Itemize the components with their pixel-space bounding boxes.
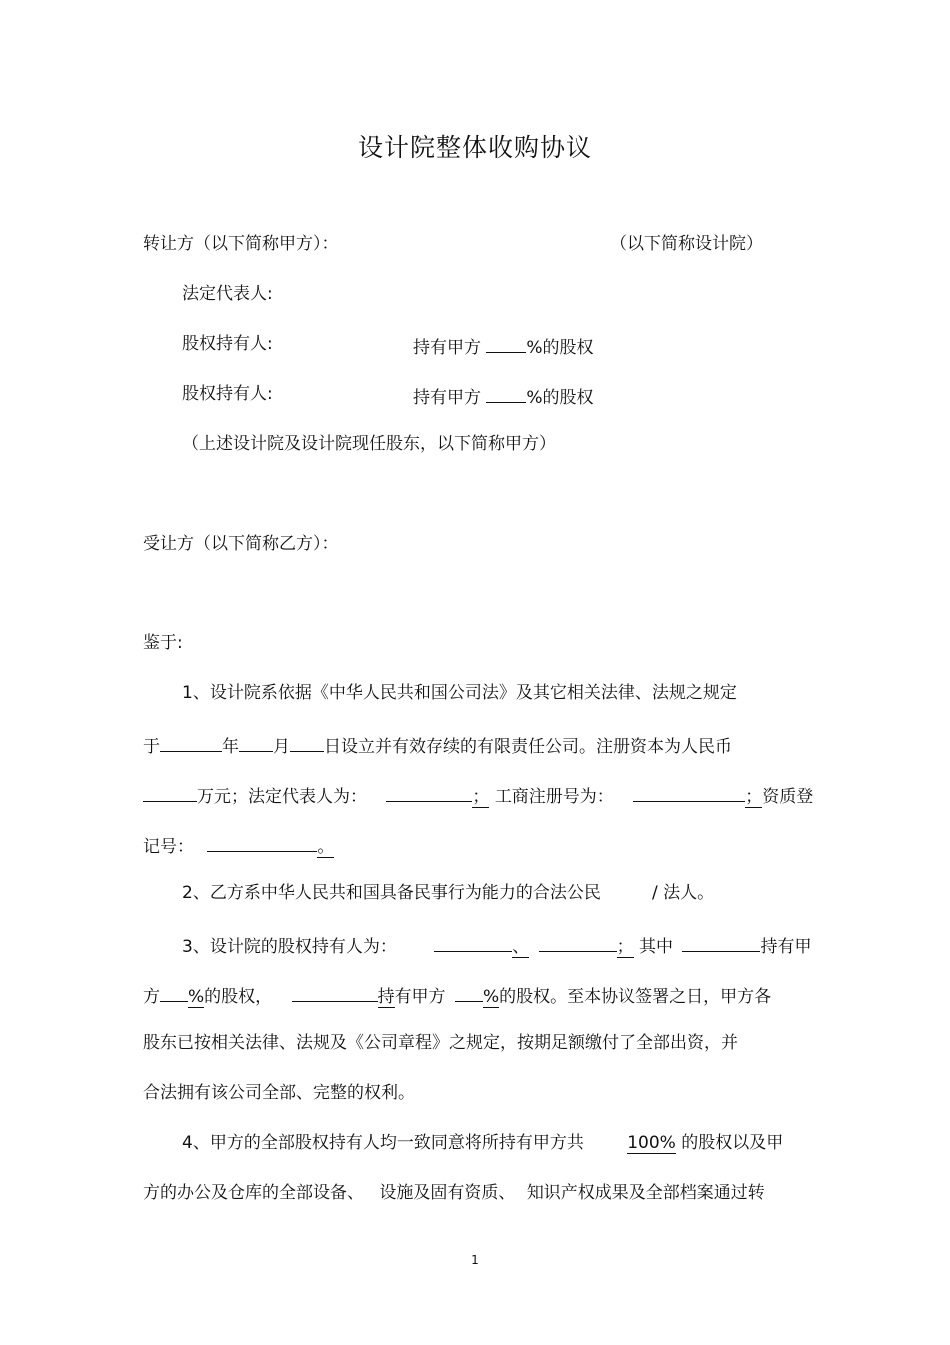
clause1-line2	[143, 731, 732, 759]
record-no-text: 记号：	[143, 837, 194, 857]
clause3-line4: 合法拥有该公司全部、完整的权利。	[143, 1083, 415, 1103]
legal-rep-text: 万元；法定代表人为：	[197, 787, 367, 807]
clause4-line2-a: 方的办公及仓库的全部设备、	[143, 1183, 364, 1203]
shareholders-text: 3、设计院的股权持有人为：	[182, 937, 397, 957]
record-no-blank	[207, 831, 317, 852]
among-text: 其中	[639, 937, 674, 957]
qualification-text: 资质登	[762, 787, 814, 807]
reg-no-text: 工商注册号为：	[494, 787, 614, 807]
transferor-label: 转让方（以下简称甲方）：	[143, 234, 339, 254]
reg-no-blank	[633, 781, 745, 802]
page-number: 1	[471, 1253, 479, 1267]
pct2-blank	[455, 981, 483, 1002]
year-label: 年	[222, 737, 239, 757]
clause1-yu: 于	[143, 737, 160, 757]
holder1-pct-blank	[486, 332, 526, 353]
shareholder4-blank	[292, 981, 378, 1002]
transferor-suffix: （以下简称设计院）	[610, 234, 763, 254]
whereas-heading: 鉴于:	[143, 633, 183, 653]
holder1-pct: %的股权	[526, 338, 594, 358]
clause1-line2-rest: 日设立并有效存续的有限责任公司。注册资本为人民币	[324, 737, 732, 757]
transferee-label: 受让方（以下简称乙方）：	[143, 534, 339, 554]
clause1-line4	[143, 831, 334, 859]
pct1-blank	[160, 981, 188, 1002]
clause3-line1	[182, 931, 811, 959]
document-title: 设计院整体收购协议	[357, 133, 592, 162]
clause4-line2-b: 设施及固有资质、	[379, 1183, 516, 1203]
holder2-pct-blank	[486, 382, 526, 403]
clause4-line1	[182, 1131, 783, 1155]
clause4-text-a: 4、甲方的全部股权持有人均一致同意将所持有甲方共	[182, 1133, 584, 1153]
clause3-line3: 股东已按相关法律、法规及《公司章程》之规定，按期足额缴付了全部出资，并	[143, 1033, 738, 1053]
year-blank	[160, 731, 222, 752]
clause1-line1: 1、设计院系依据《中华人民共和国公司法》及其它相关法律、法规之规定	[182, 683, 737, 703]
clause4-line2-c: 知识产权成果及全部档案通过转	[526, 1183, 765, 1203]
fang-text: 方	[143, 987, 160, 1007]
semicolon-2: ；	[745, 787, 763, 807]
clause4-text-c: 的股权以及甲	[681, 1133, 784, 1153]
holder2-pct: %的股权	[526, 388, 594, 408]
holder1-hold: 持有甲方	[413, 338, 481, 358]
holder1-share	[413, 332, 594, 360]
holder2-hold: 持有甲方	[413, 388, 481, 408]
semicolon-1: ；	[472, 787, 490, 807]
holder2-share	[413, 382, 594, 410]
shareholder2-blank	[539, 931, 617, 952]
comma-1: 、	[512, 937, 530, 957]
shareholder1-blank	[434, 931, 512, 952]
shareholder3-blank	[682, 931, 760, 952]
pct2-sign: %	[482, 987, 500, 1007]
hundred-percent: 100%	[627, 1133, 676, 1153]
month-blank	[239, 731, 273, 752]
clause4-line2	[143, 1181, 765, 1205]
period-1: 。	[317, 837, 335, 857]
clause2-suffix: / 法人。	[652, 883, 715, 903]
equity-text-2: 的股权。至本协议签署之日，甲方各	[499, 987, 772, 1007]
clause3-line2	[143, 981, 771, 1009]
pct1-sign: %	[188, 987, 205, 1007]
chi-text: 持	[377, 987, 395, 1007]
legal-rep-label: 法定代表人:	[182, 284, 273, 304]
clause2-text: 2、乙方系中华人民共和国具备民事行为能力的合法公民	[182, 883, 601, 903]
holder2-label: 股权持有人:	[182, 384, 273, 404]
holder1-label: 股权持有人:	[182, 334, 273, 354]
legal-rep-blank	[386, 781, 472, 802]
day-blank	[290, 731, 324, 752]
clause1-line3	[143, 781, 813, 809]
semicolon-3: ；	[616, 937, 634, 957]
party-note: （上述设计院及设计院现任股东，以下简称甲方）	[182, 434, 556, 454]
month-label: 月	[273, 737, 290, 757]
you-jiafang-text: 有甲方	[394, 987, 446, 1007]
equity-text-1: 的股权，	[204, 987, 273, 1007]
holds-a-text: 持有甲	[760, 937, 812, 957]
transferor-line	[143, 232, 339, 256]
capital-blank	[143, 781, 197, 802]
